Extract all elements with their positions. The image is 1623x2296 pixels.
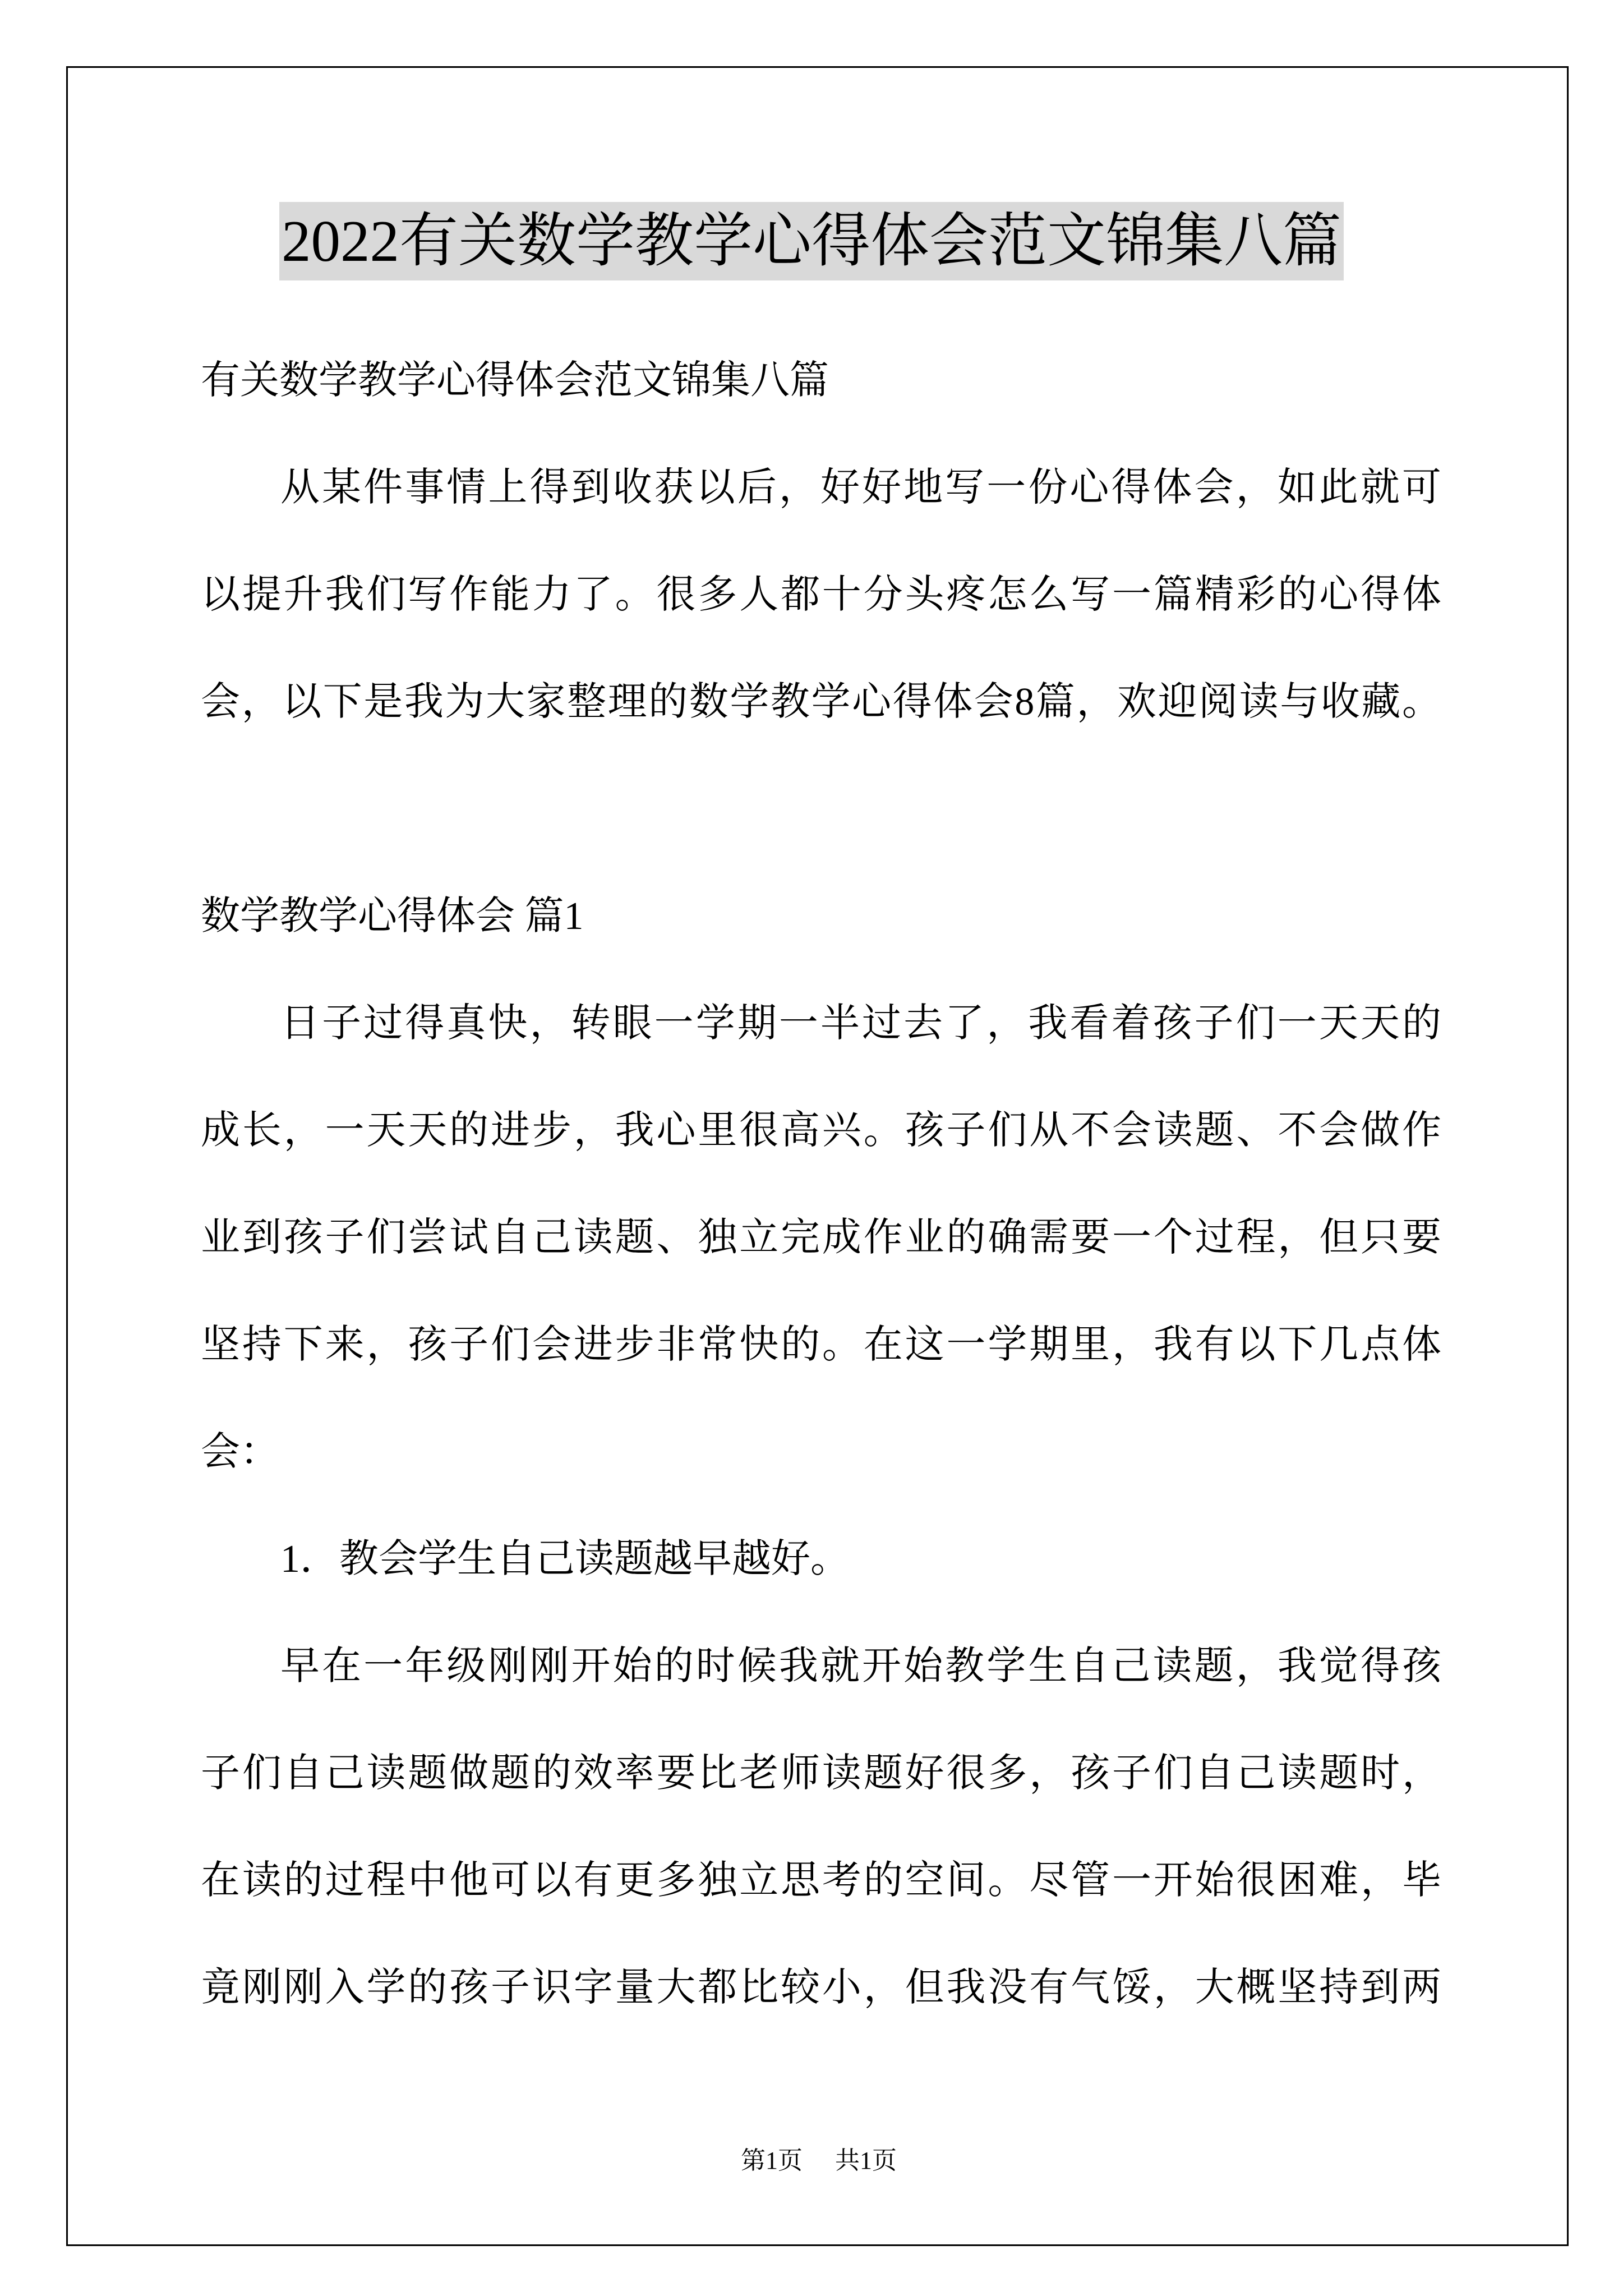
- article-paragraph: [201, 1613, 1441, 2041]
- paragraph-line: 以提升我们写作能力了。很多人都十分头疼怎么写一篇精彩的心得体: [201, 573, 1441, 616]
- numbered-point: [201, 1506, 1441, 1613]
- page-footer: [0, 2147, 1623, 2175]
- paragraph-line: 业到孩子们尝试自己读题、独立完成作业的确需要一个过程，但只要: [201, 1216, 1441, 1259]
- paragraph-line: 成长，一天天的进步，我心里很高兴。孩子们从不会读题、不会做作: [201, 1109, 1441, 1152]
- paragraph-line: 坚持下来，孩子们会进步非常快的。在这一学期里，我有以下几点体: [201, 1323, 1441, 1366]
- paragraph-line: 日子过得真快，转眼一学期一半过去了，我看着孩子们一天天的: [280, 1002, 1441, 1045]
- list-item: 1．教会学生自己读题越早越好。: [280, 1538, 850, 1581]
- document-title: 2022有关数学教学心得体会范文锦集八篇: [279, 202, 1344, 280]
- document-body: [201, 327, 1441, 2041]
- paragraph-line: 早在一年级刚刚开始的时候我就开始教学生自己读题，我觉得孩: [280, 1645, 1441, 1688]
- current-page-number: 第1页: [741, 2147, 803, 2174]
- intro-heading: 有关数学教学心得体会范文锦集八篇: [201, 359, 829, 402]
- paragraph-line: 在读的过程中他可以有更多独立思考的空间。尽管一开始很困难，毕: [201, 1859, 1441, 1902]
- title-row: [0, 202, 1623, 280]
- paragraph-line: 会：: [201, 1430, 279, 1474]
- paragraph-line: 子们自己读题做题的效率要比老师读题好很多，孩子们自己读题时，: [201, 1752, 1441, 1795]
- section-heading: 数学教学心得体会 篇1: [201, 895, 584, 938]
- total-pages: 共1页: [835, 2147, 897, 2174]
- paragraph-line: 会，以下是我为大家整理的数学教学心得体会8篇，欢迎阅读与收藏。: [201, 680, 1441, 724]
- paragraph-line: 竟刚刚入学的孩子识字量大都比较小，但我没有气馁，大概坚持到两: [201, 1966, 1441, 2009]
- article-paragraph: [201, 970, 1441, 1506]
- paragraph-line: 从某件事情上得到收获以后，好好地写一份心得体会，如此就可: [280, 466, 1441, 509]
- intro-paragraph: [201, 434, 1441, 756]
